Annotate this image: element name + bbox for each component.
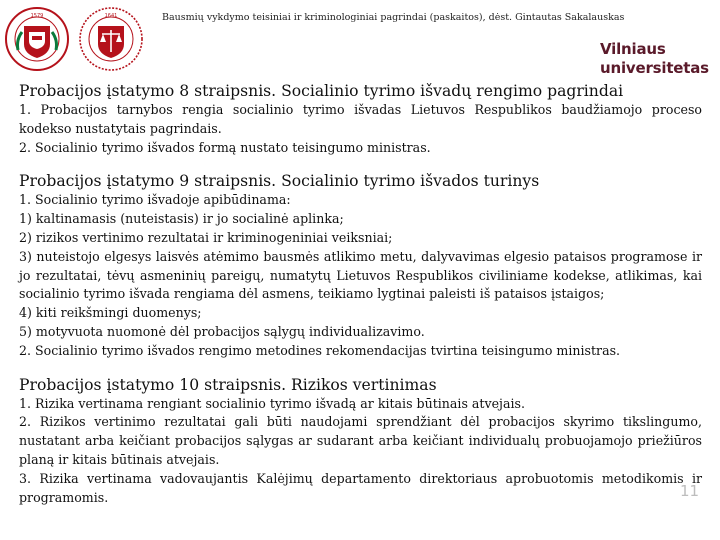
section-title: Probacijos įstatymo 8 straipsnis. Socialinio tyrimo išvadų rengimo pagrindai (19, 82, 624, 100)
paragraph: 2. Rizikos vertinimo rezultatai gali būti naudojami sprendžiant dėl probacijos skyrimo tikslingumo, nustatant arba keičiant probacijos sąlygas ar sudarant arba keičiant individualų probuojamojo priežiūros planą ir kitais būtinais atvejais. (19, 414, 702, 467)
law-faculty-seal-icon (78, 6, 144, 72)
section-title: Probacijos įstatymo 10 straipsnis. Rizikos vertinimas (19, 375, 437, 394)
section-article-8 (19, 81, 702, 157)
list-item: 1) kaltinamasis (nuteistasis) ir jo socialinė aplinka; (19, 211, 344, 227)
wordmark-line-2: universitetas (600, 59, 709, 77)
course-header: Bausmių vykdymo teisiniai ir kriminologiniai pagrindai (paskaitos), dėst. Gintautas Sakalauskas (162, 12, 625, 23)
paragraph: 1. Probacijos tarnybos rengia socialinio tyrimo išvadas Lietuvos Respublikos baudžiamojo proceso kodekso nustatytais pagrindais. (19, 102, 702, 136)
list-item: 3) nuteistojo elgesys laisvės atėmimo bausmės atlikimo metu, dalyvavimas elgesio pataisos programose ir jo rezultatai, tėvų asmeninių pareigų, numatytų Lietuvos Respublikos civiliniame kodekse, atlikimas, kai socialinio tyrimo išvada rengiama dėl asmens, teikiamo lygtinai paleisti iš pataisos įstaigos; (19, 248, 702, 302)
paragraph: 1. Rizika vertinama rengiant socialinio tyrimo išvadą ar kitais būtinais atvejais. (19, 395, 525, 411)
page-number: 11 (680, 482, 700, 500)
section-title: Probacijos įstatymo 9 straipsnis. Socialinio tyrimo išvados turinys (19, 172, 540, 191)
wordmark-line-1: Vilniaus (600, 40, 666, 58)
vilnius-university-wordmark (600, 40, 709, 78)
list-item: 2) rizikos vertinimo rezultatai ir kriminogeniniai veiksniai; (19, 229, 393, 245)
paragraph: 2. Socialinio tyrimo išvados rengimo metodines rekomendacijas tvirtina teisingumo ministras. (19, 342, 621, 358)
seal-2-year: 1641 (104, 13, 118, 19)
paragraph: 3. Rizika vertinama vadovaujantis Kalėjimų departamento direktoriaus aprobuotomis metodikomis ir programomis. (19, 470, 702, 505)
paragraph: 2. Socialinio tyrimo išvados formą nustato teisingumo ministras. (19, 139, 431, 155)
vilnius-university-seal-icon (4, 6, 70, 72)
slide-content (19, 81, 702, 521)
section-article-10 (19, 375, 702, 508)
seal-1-year: 1579 (30, 13, 44, 19)
paragraph: 1. Socialinio tyrimo išvadoje apibūdinama: (19, 192, 291, 208)
section-article-9 (19, 171, 702, 360)
list-item: 4) kiti reikšmingi duomenys; (19, 305, 202, 321)
list-item: 5) motyvuota nuomonė dėl probacijos sąlygų individualizavimo. (19, 323, 425, 339)
